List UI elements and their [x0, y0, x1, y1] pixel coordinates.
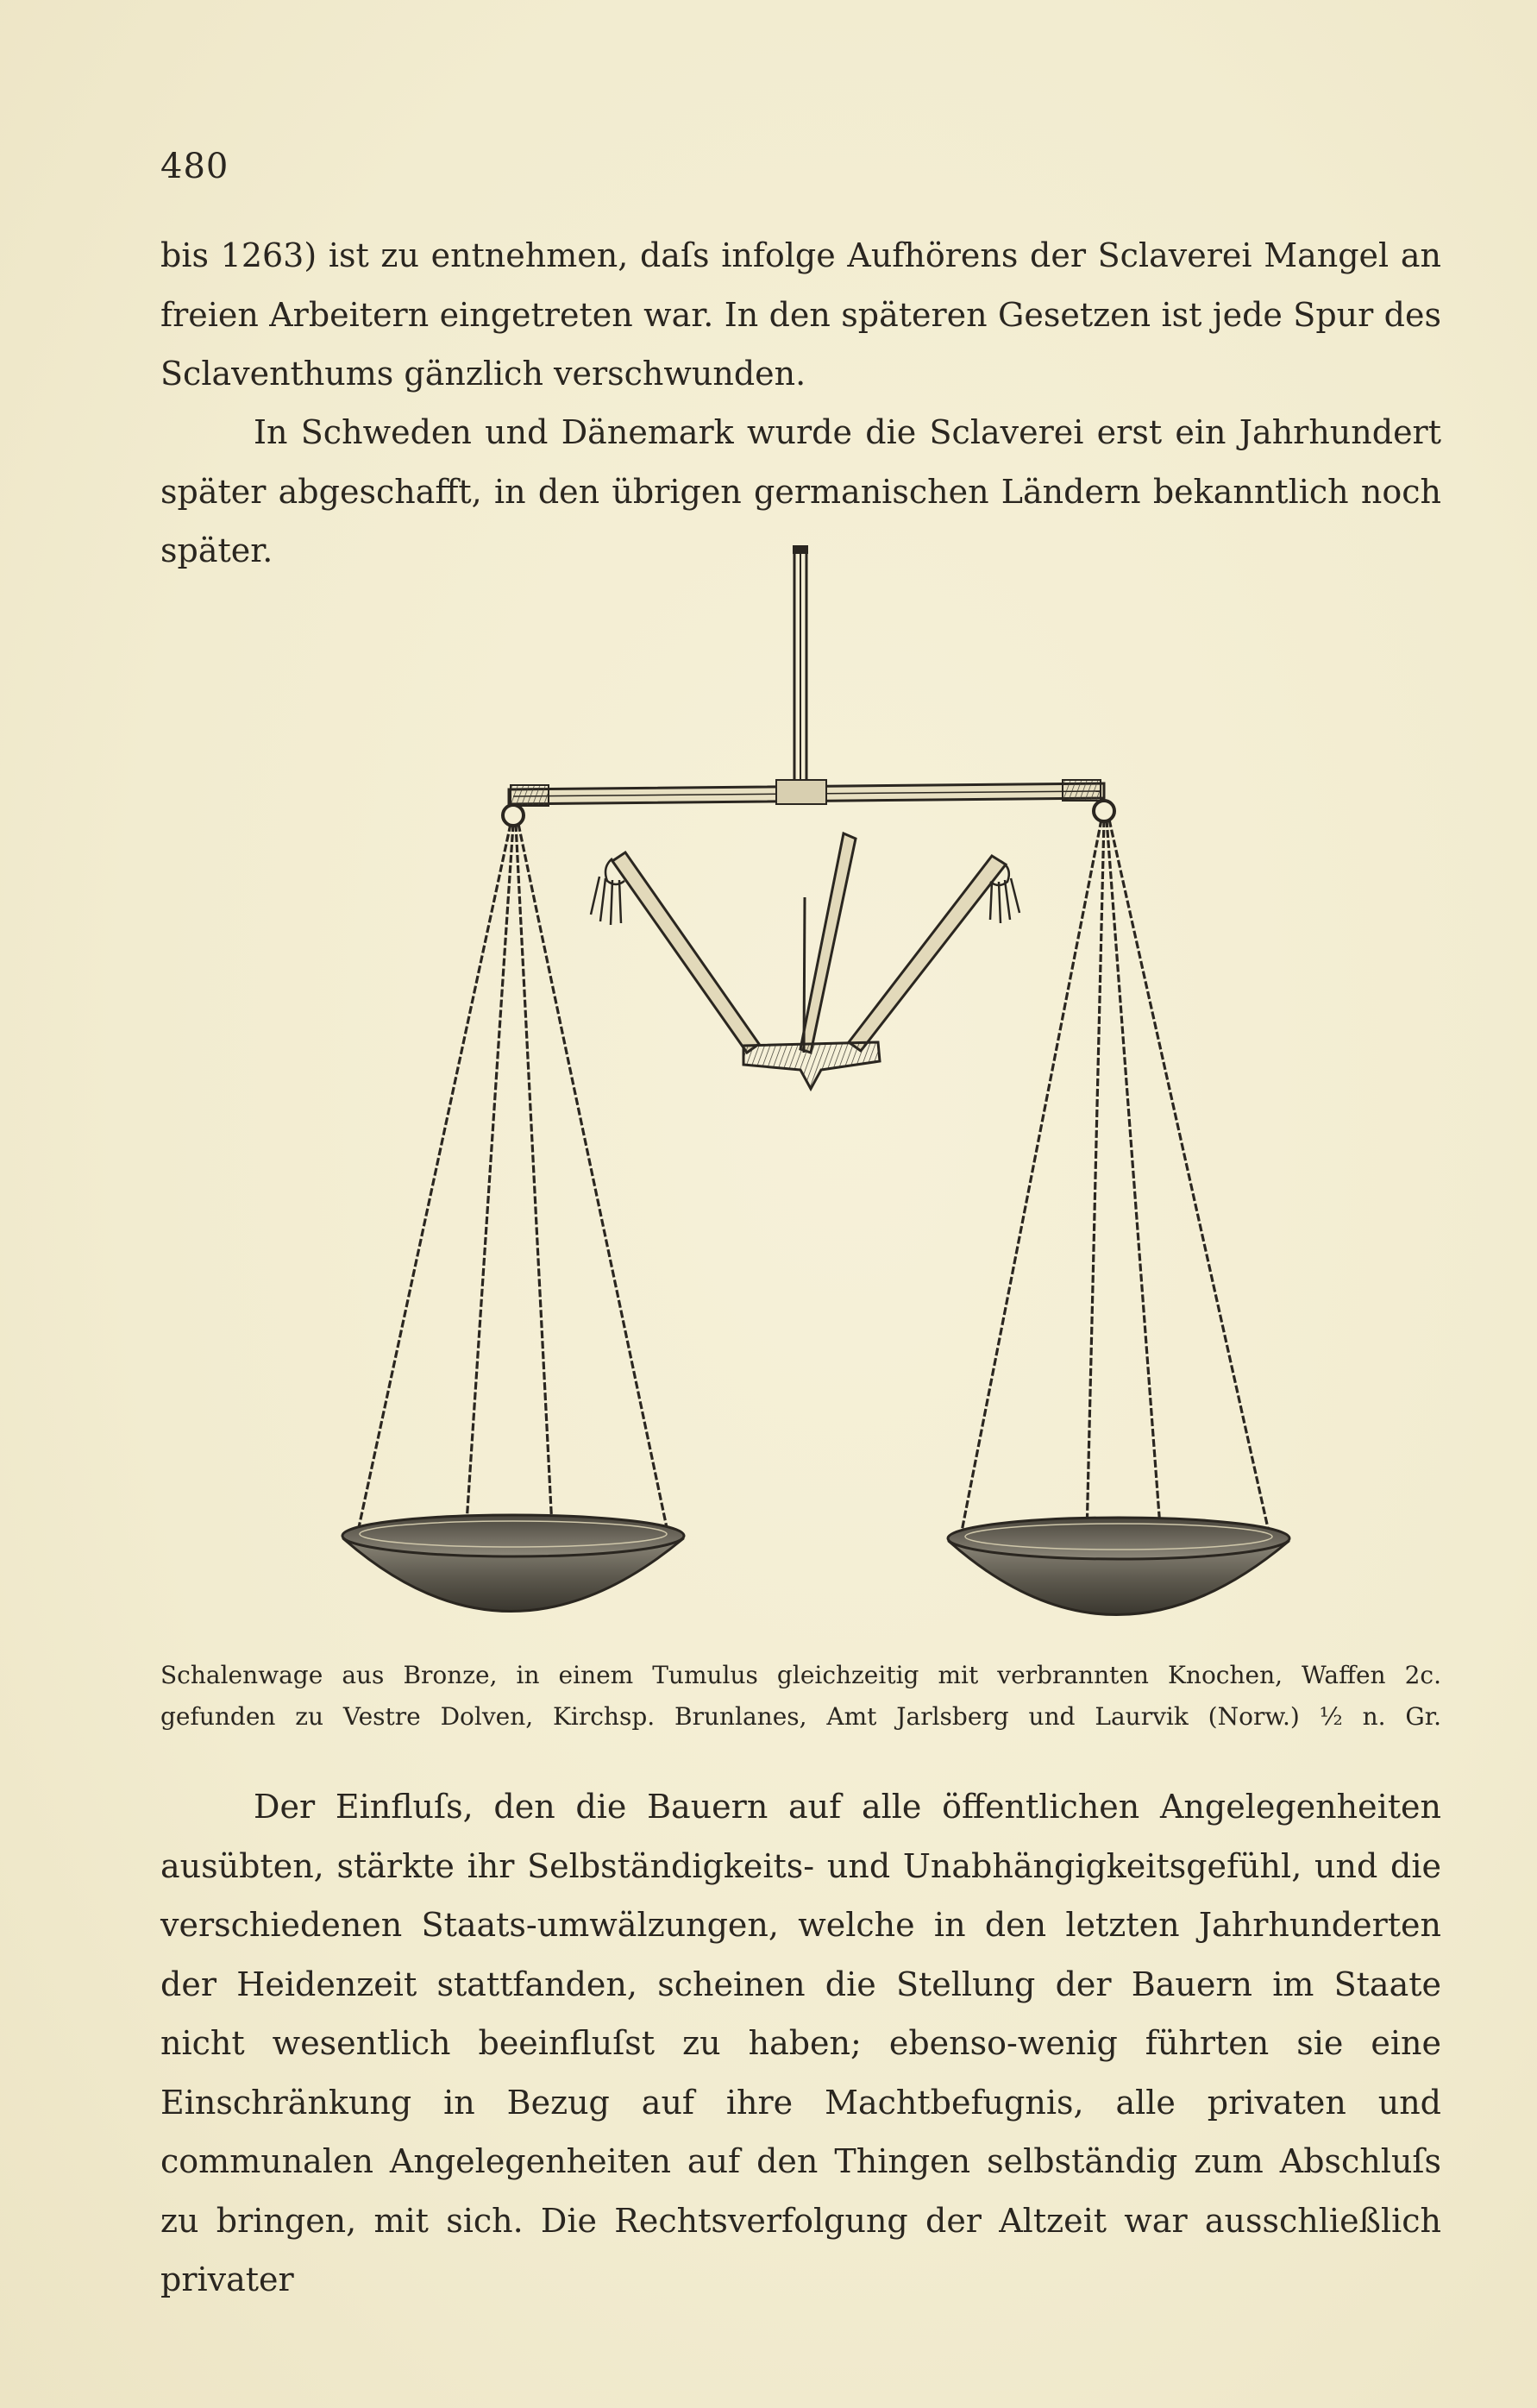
- balance-scale-illustration: [328, 535, 1302, 1657]
- caption-line-1: Schalenwage aus Bronze, in einem Tumulus gleichzeitig mit verbrannten Knochen, Waffen 2c.: [160, 1661, 1441, 1689]
- left-pan: [342, 1515, 684, 1612]
- beam: [503, 780, 1114, 826]
- paragraph-1: bis 1263) ist zu entnehmen, daſs infolge Aufhörens der Sclaverei Mangel an freien Arbeitern eingetreten war. In den späteren Gesetzen ist jede Spur des Sclaventhums gänzlich verschwunden.: [160, 236, 1441, 393]
- folding-arms: [591, 833, 1019, 1089]
- right-pan: [948, 1518, 1289, 1615]
- left-chains: [358, 824, 668, 1536]
- figure-caption: [160, 1655, 1441, 1738]
- paragraph-3: Der Einfluſs, den die Bauern auf alle öffentlichen Angelegenheiten ausübten, stärkte ihr Selbständigkeits- und Unabhängigkeitsgefühl, und die verschiedenen Staats-umwälzungen, welche in den letzten Jahrhunderten der Heidenzeit stattfanden, scheinen die Stellung der Bauern im Staate nicht wesentlich beeinfluſst zu haben; ebenso-wenig führten sie eine Einschränkung in Bezug auf ihre Machtbefugnis, alle privaten und communalen Angelegenheiten auf den Thingen selbständig zum Abschluſs zu bringen, mit sich. Die Rechtsverfolgung der Altzeit war ausschließlich privater: [160, 1788, 1441, 2298]
- pointer: [793, 545, 808, 789]
- balance-scale-icon: [328, 535, 1302, 1657]
- right-chains: [962, 820, 1270, 1536]
- page-number: 480: [160, 147, 229, 186]
- caption-line-2: gefunden zu Vestre Dolven, Kirchsp. Brunlanes, Amt Jarlsberg und Laurvik (Norw.) ½ n. Gr.: [160, 1702, 1441, 1731]
- paragraph-2: In Schweden und Dänemark wurde die Sclaverei erst ein Jahrhundert später abgeschafft, in den übrigen germanischen Ländern bekanntlich noch später.: [160, 413, 1441, 569]
